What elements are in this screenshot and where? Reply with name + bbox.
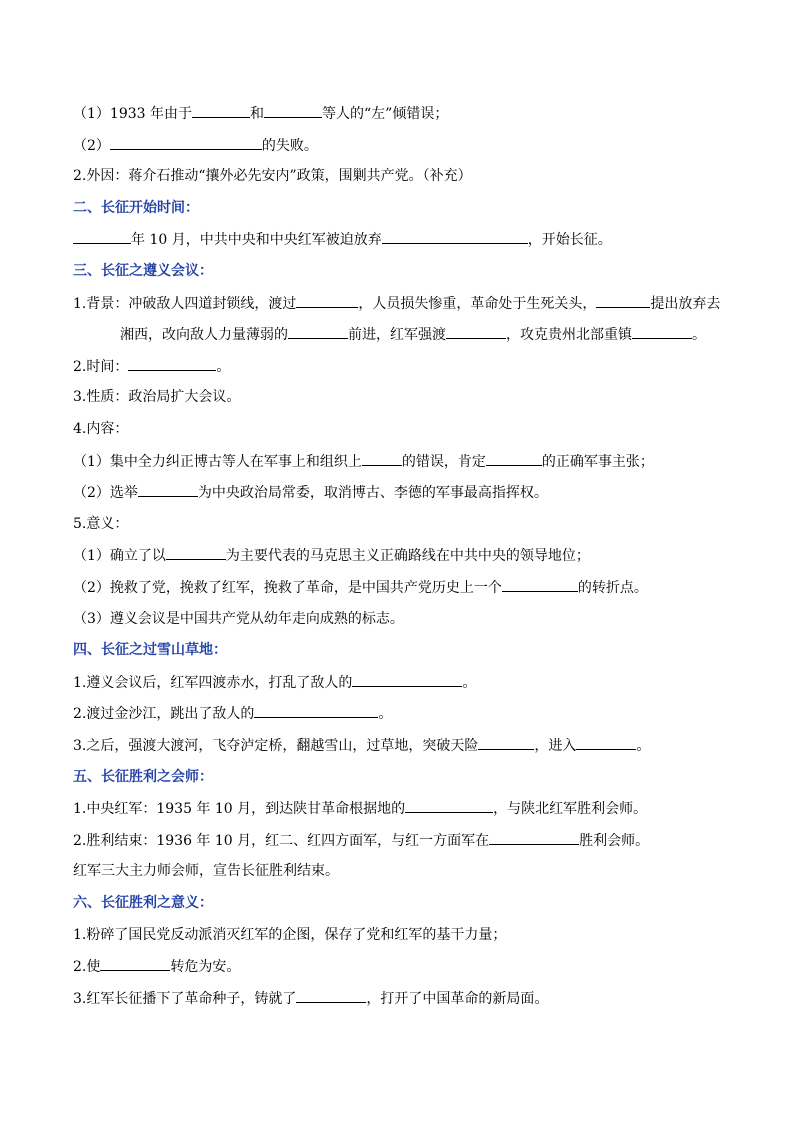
fill-in-blank[interactable] — [192, 103, 250, 118]
fill-in-blank[interactable] — [296, 988, 366, 1003]
text-line — [73, 135, 318, 156]
line-text: 2.外因：蒋介石推动“攘外必先安内”政策，围剿共产党。（补充） — [73, 168, 472, 185]
fill-in-blank[interactable] — [73, 229, 131, 244]
line-text: 5.意义： — [73, 515, 129, 532]
fill-in-blank[interactable] — [362, 451, 402, 466]
fill-in-blank[interactable] — [478, 735, 534, 750]
line-text: 1.遵义会议后，红军四渡赤水，打乱了敌人的 — [73, 674, 353, 691]
line-text: （3）遵义会议是中国共产党从幼年走向成熟的标志。 — [73, 610, 404, 627]
line-text: 2.使 — [73, 959, 101, 976]
fill-in-blank[interactable] — [166, 545, 226, 560]
fill-in-blank[interactable] — [446, 324, 506, 339]
line-text: 3.性质：政治局扩大会议。 — [73, 389, 241, 406]
line-text: ，打开了中国革命的新局面。 — [366, 990, 549, 1007]
fill-in-blank[interactable] — [596, 293, 650, 308]
line-text: 为主要代表的马克思主义正确路线在中共中央的领导地位； — [225, 548, 590, 565]
line-text: 1.中央红军：1935 年 10 月，到达陕甘革命根据地的 — [73, 801, 406, 818]
text-line — [73, 925, 506, 945]
line-text: 1.粉碎了国民党反动派消灭红军的企图，保存了党和红军的基干力量； — [73, 926, 507, 943]
section-heading — [73, 640, 227, 660]
text-line — [73, 451, 654, 472]
line-text: 。 — [462, 674, 477, 691]
text-line — [73, 798, 647, 819]
fill-in-blank[interactable] — [502, 577, 578, 592]
line-text: 三、长征之遵义会议： — [73, 263, 213, 279]
text-line — [73, 830, 649, 851]
line-text: （1）集中全力纠正博古等人在军事上和组织上 — [73, 453, 362, 470]
line-text: 年 10 月，中共中央和中央红军被迫放弃 — [131, 232, 382, 249]
fill-in-blank[interactable] — [288, 324, 348, 339]
line-text: 2.胜利结束：1936 年 10 月，红二、红四方面军，与红一方面军在 — [73, 832, 490, 849]
text-line — [73, 545, 590, 566]
line-text: ，攻克贵州北部重镇 — [506, 327, 632, 344]
line-text: 和 — [250, 106, 264, 122]
line-text: 的错误，肯定 — [401, 453, 486, 470]
line-text: 3.红军长征播下了革命种子，铸就了 — [73, 990, 297, 1007]
line-text: ，开始长征。 — [527, 232, 612, 249]
text-line — [73, 609, 404, 629]
line-text: ，进入 — [534, 738, 577, 754]
text-line — [73, 514, 128, 534]
fill-in-blank[interactable] — [576, 735, 636, 750]
line-text: 2.时间： — [73, 358, 129, 375]
text-line — [120, 324, 706, 345]
section-heading — [73, 261, 213, 281]
fill-in-blank[interactable] — [110, 135, 262, 150]
text-line — [73, 387, 240, 407]
text-line — [73, 988, 548, 1009]
line-text: （1）确立了以 — [73, 548, 166, 565]
line-text: 的转折点。 — [577, 580, 648, 596]
line-text: 转危为安。 — [170, 959, 241, 976]
text-line — [73, 229, 612, 250]
line-text: 前进，红军强渡 — [348, 327, 446, 344]
fill-in-blank[interactable] — [264, 103, 322, 118]
fill-in-blank[interactable] — [100, 956, 170, 971]
text-line — [73, 735, 650, 756]
line-text: （1）1933 年由于 — [73, 106, 192, 122]
fill-in-blank[interactable] — [382, 229, 528, 244]
line-text: ，人员损失惨重，革命处于生死关头， — [358, 295, 597, 312]
fill-in-blank[interactable] — [128, 356, 216, 371]
line-text: 。 — [378, 706, 393, 723]
line-text: 提出放弃去 — [650, 295, 721, 312]
line-text: ，与陕北红军胜利会师。 — [493, 801, 648, 818]
text-line — [73, 356, 230, 377]
fill-in-blank[interactable] — [138, 482, 198, 497]
line-text: 的失败。 — [261, 137, 318, 154]
line-text: 五、长征胜利之会师： — [73, 768, 213, 785]
fill-in-blank[interactable] — [489, 830, 579, 845]
section-heading — [73, 198, 199, 218]
text-line — [73, 166, 472, 186]
fill-in-blank[interactable] — [405, 798, 493, 813]
fill-in-blank[interactable] — [352, 672, 462, 687]
text-line — [73, 482, 548, 503]
text-line — [73, 293, 720, 314]
section-heading — [73, 767, 213, 787]
line-text: 为中央政治局常委，取消博古、李德的军事最高指挥权。 — [197, 485, 548, 502]
line-text: （2） — [73, 137, 110, 154]
line-text: 。 — [636, 738, 651, 754]
line-text: 2.渡过金沙江，跳出了敌人的 — [73, 706, 255, 723]
line-text: 二、长征开始时间： — [73, 199, 199, 216]
line-text: 1.背景：冲破敌人四道封锁线，渡过 — [73, 295, 297, 312]
text-line — [73, 419, 128, 439]
fill-in-blank[interactable] — [296, 293, 358, 308]
section-heading — [73, 893, 213, 913]
line-text: （2）挽救了党，挽救了红军，挽救了革命，是中国共产党历史上一个 — [73, 580, 502, 596]
line-text: 等人的“左”倾错误； — [322, 106, 449, 122]
line-text: 3.之后，强渡大渡河，飞夺泸定桥，翻越雪山，过草地，突破天险 — [73, 738, 479, 754]
line-text: 六、长征胜利之意义： — [73, 895, 213, 911]
fill-in-blank[interactable] — [254, 703, 378, 718]
line-text: 湘西，改向敌人力量薄弱的 — [120, 327, 288, 344]
text-line — [73, 703, 392, 724]
fill-in-blank[interactable] — [632, 324, 692, 339]
text-line — [73, 672, 476, 693]
line-text: 4.内容： — [73, 421, 129, 437]
text-line — [73, 103, 448, 124]
text-line — [73, 577, 648, 598]
line-text: 胜利会师。 — [579, 832, 650, 849]
text-line — [73, 956, 240, 977]
line-text: 四、长征之过雪山草地： — [73, 642, 227, 659]
fill-in-blank[interactable] — [486, 451, 542, 466]
line-text: 。 — [692, 327, 706, 344]
text-line — [73, 861, 339, 881]
line-text: 红军三大主力师会师，宣告长征胜利结束。 — [73, 863, 339, 880]
line-text: 的正确军事主张； — [541, 453, 654, 470]
line-text: 。 — [216, 358, 231, 375]
line-text: （2）选举 — [73, 485, 138, 502]
